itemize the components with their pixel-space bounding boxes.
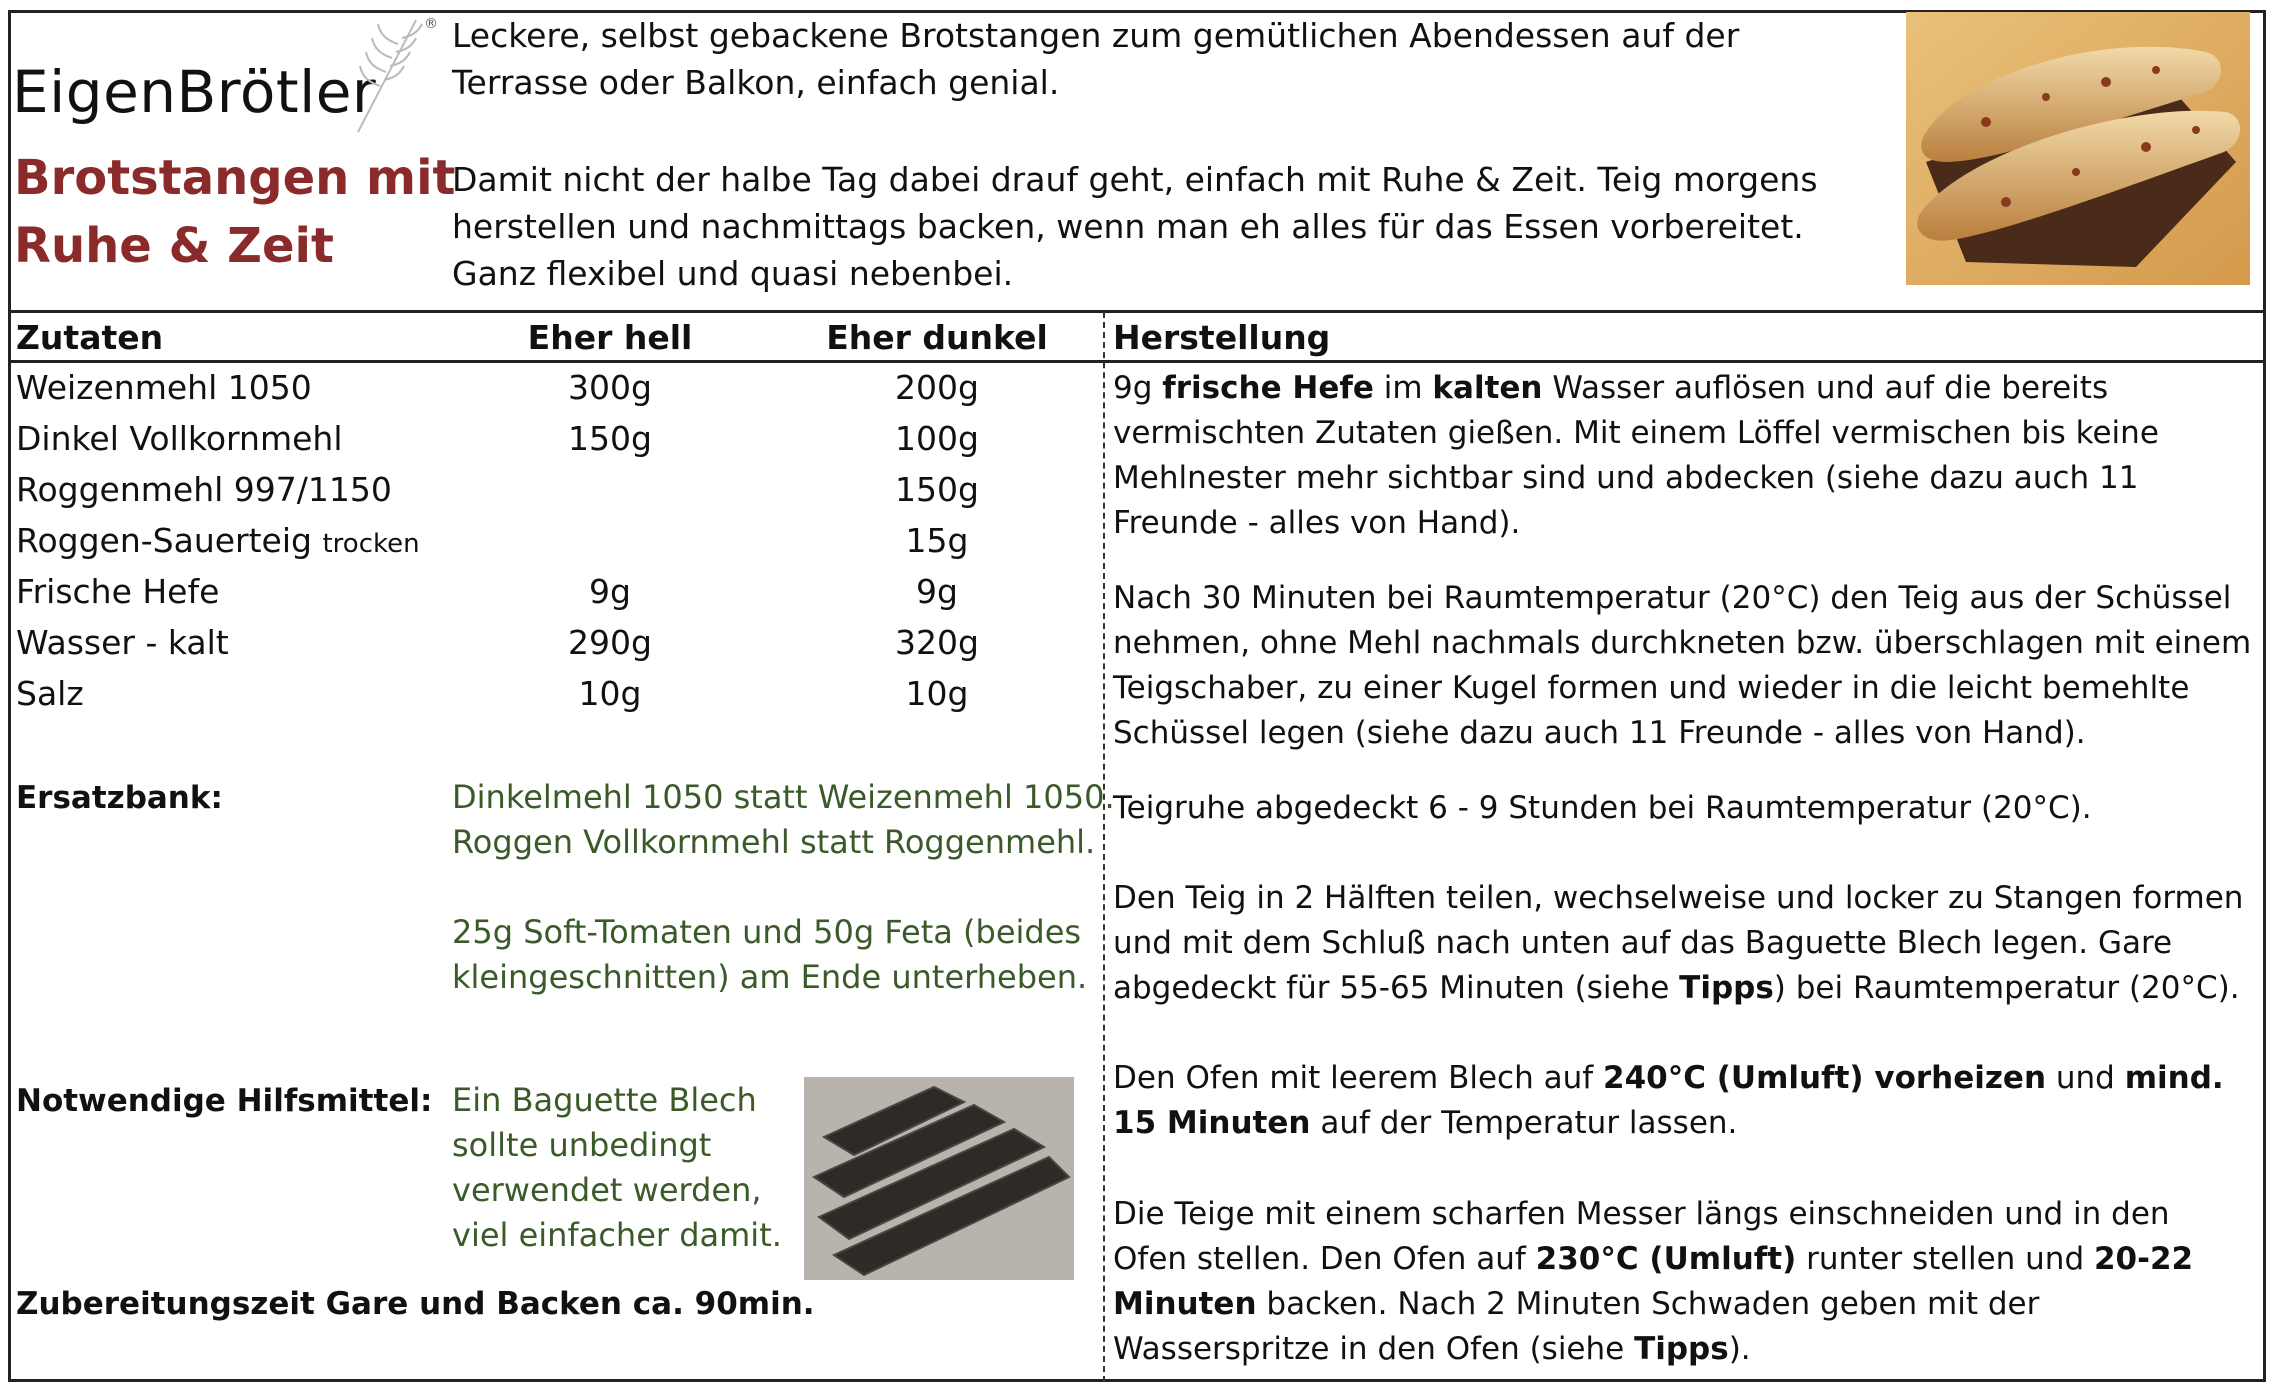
ingredient-light: 10g (578, 674, 642, 713)
tools-text: verwendet werden, (452, 1171, 762, 1209)
registered-mark: ® (424, 16, 438, 32)
header-method: Herstellung (1113, 318, 1331, 357)
intro-text: herstellen und nachmittags backen, wenn man eh alles für das Essen vorbereitet. (452, 207, 1804, 246)
substitutes-text: Roggen Vollkornmehl statt Roggenmehl. (452, 823, 1096, 861)
header-dark: Eher dunkel (826, 318, 1048, 357)
ingredient-name: Frische Hefe (16, 572, 220, 611)
ingredient-note: trocken (322, 529, 420, 559)
ingredient-name: Roggen-Sauerteig trocken (16, 521, 420, 560)
ingredient-light: 150g (568, 419, 652, 458)
substitutes-label: Ersatzbank: (16, 780, 223, 816)
ingredient-dark: 9g (916, 572, 958, 611)
substitutes-text: 25g Soft-Tomaten und 50g Feta (beides (452, 913, 1082, 951)
substitutes-text: Dinkelmehl 1050 statt Weizenmehl 1050. (452, 778, 1115, 816)
tools-text: Ein Baguette Blech (452, 1081, 757, 1119)
ingredient-dark: 200g (895, 368, 979, 407)
ingredient-light: 300g (568, 368, 652, 407)
recipe-title-line1: Brotstangen mit (14, 150, 456, 206)
tools-label: Notwendige Hilfsmittel: (16, 1083, 433, 1119)
ingredient-dark: 15g (905, 521, 969, 560)
baguette-tray-photo (804, 1077, 1074, 1280)
header-ingredients: Zutaten (16, 318, 164, 357)
recipe-title-line2: Ruhe & Zeit (14, 218, 334, 274)
ingredient-name: Dinkel Vollkornmehl (16, 419, 343, 458)
ingredient-light: 9g (589, 572, 631, 611)
prep-time: Zubereitungszeit Gare und Backen ca. 90min. (16, 1286, 815, 1322)
method-step-5: Den Ofen mit leerem Blech auf 240°C (Umluft) vorheizen und mind. 15 Minuten auf der Temperatur lassen. (1113, 1060, 2224, 1141)
intro-text: Damit nicht der halbe Tag dabei drauf geht, einfach mit Ruhe & Zeit. Teig morgens (452, 160, 1818, 199)
ingredient-name: Weizenmehl 1050 (16, 368, 312, 407)
method-step-3: Teigruhe abgedeckt 6 - 9 Stunden bei Raumtemperatur (20°C). (1113, 790, 2092, 826)
ingredient-dark: 100g (895, 419, 979, 458)
column-divider (1103, 312, 1105, 1382)
method-step-1: 9g frische Hefe im kalten Wasser auflösen und auf die bereits vermischten Zutaten gießen. Mit einem Löffel vermischen bis keine Mehlnester mehr sichtbar sind und abdecken (siehe dazu auch 11 Freunde - alles von Hand). (1113, 370, 2159, 541)
ingredient-light: 290g (568, 623, 652, 662)
ingredient-name: Salz (16, 674, 84, 713)
brand-logo: EigenBrötler (12, 58, 377, 126)
intro-text: Leckere, selbst gebackene Brotstangen zum gemütlichen Abendessen auf der (452, 16, 1740, 55)
method-step-6: Die Teige mit einem scharfen Messer längs einschneiden und in den Ofen stellen. Den Ofen auf 230°C (Umluft) runter stellen und 20-22 Minuten backen. Nach 2 Minuten Schwaden geben mit der Wasserspritze in den Ofen (siehe Tipps). (1113, 1196, 2194, 1367)
ingredient-dark: 10g (905, 674, 969, 713)
header-divider (8, 310, 2266, 313)
intro-text: Terrasse oder Balkon, einfach genial. (452, 63, 1060, 102)
table-header-divider (8, 360, 2266, 363)
ingredient-name: Roggenmehl 997/1150 (16, 470, 392, 509)
ingredient-dark: 320g (895, 623, 979, 662)
method-step-2: Nach 30 Minuten bei Raumtemperatur (20°C) den Teig aus der Schüssel nehmen, ohne Mehl nachmals durchkneten bzw. überschlagen mit einem Teigschaber, zu einer Kugel formen und wieder in die leicht bemehlte Schüssel legen (siehe dazu auch 11 Freunde - alles von Hand). (1113, 580, 2252, 751)
intro-text: Ganz flexibel und quasi nebenbei. (452, 254, 1014, 293)
tools-text: sollte unbedingt (452, 1126, 712, 1164)
ingredient-name: Wasser - kalt (16, 623, 229, 662)
bread-photo (1906, 12, 2250, 285)
tools-text: viel einfacher damit. (452, 1216, 782, 1254)
header-light: Eher hell (527, 318, 693, 357)
ingredient-dark: 150g (895, 470, 979, 509)
wheat-icon (338, 14, 428, 134)
method-step-4: Den Teig in 2 Hälften teilen, wechselweise und locker zu Stangen formen und mit dem Schluß nach unten auf das Baguette Blech legen. Gare abgedeckt für 55-65 Minuten (siehe Tipps) bei Raumtemperatur (20°C). (1113, 880, 2244, 1006)
substitutes-text: kleingeschnitten) am Ende unterheben. (452, 958, 1088, 996)
